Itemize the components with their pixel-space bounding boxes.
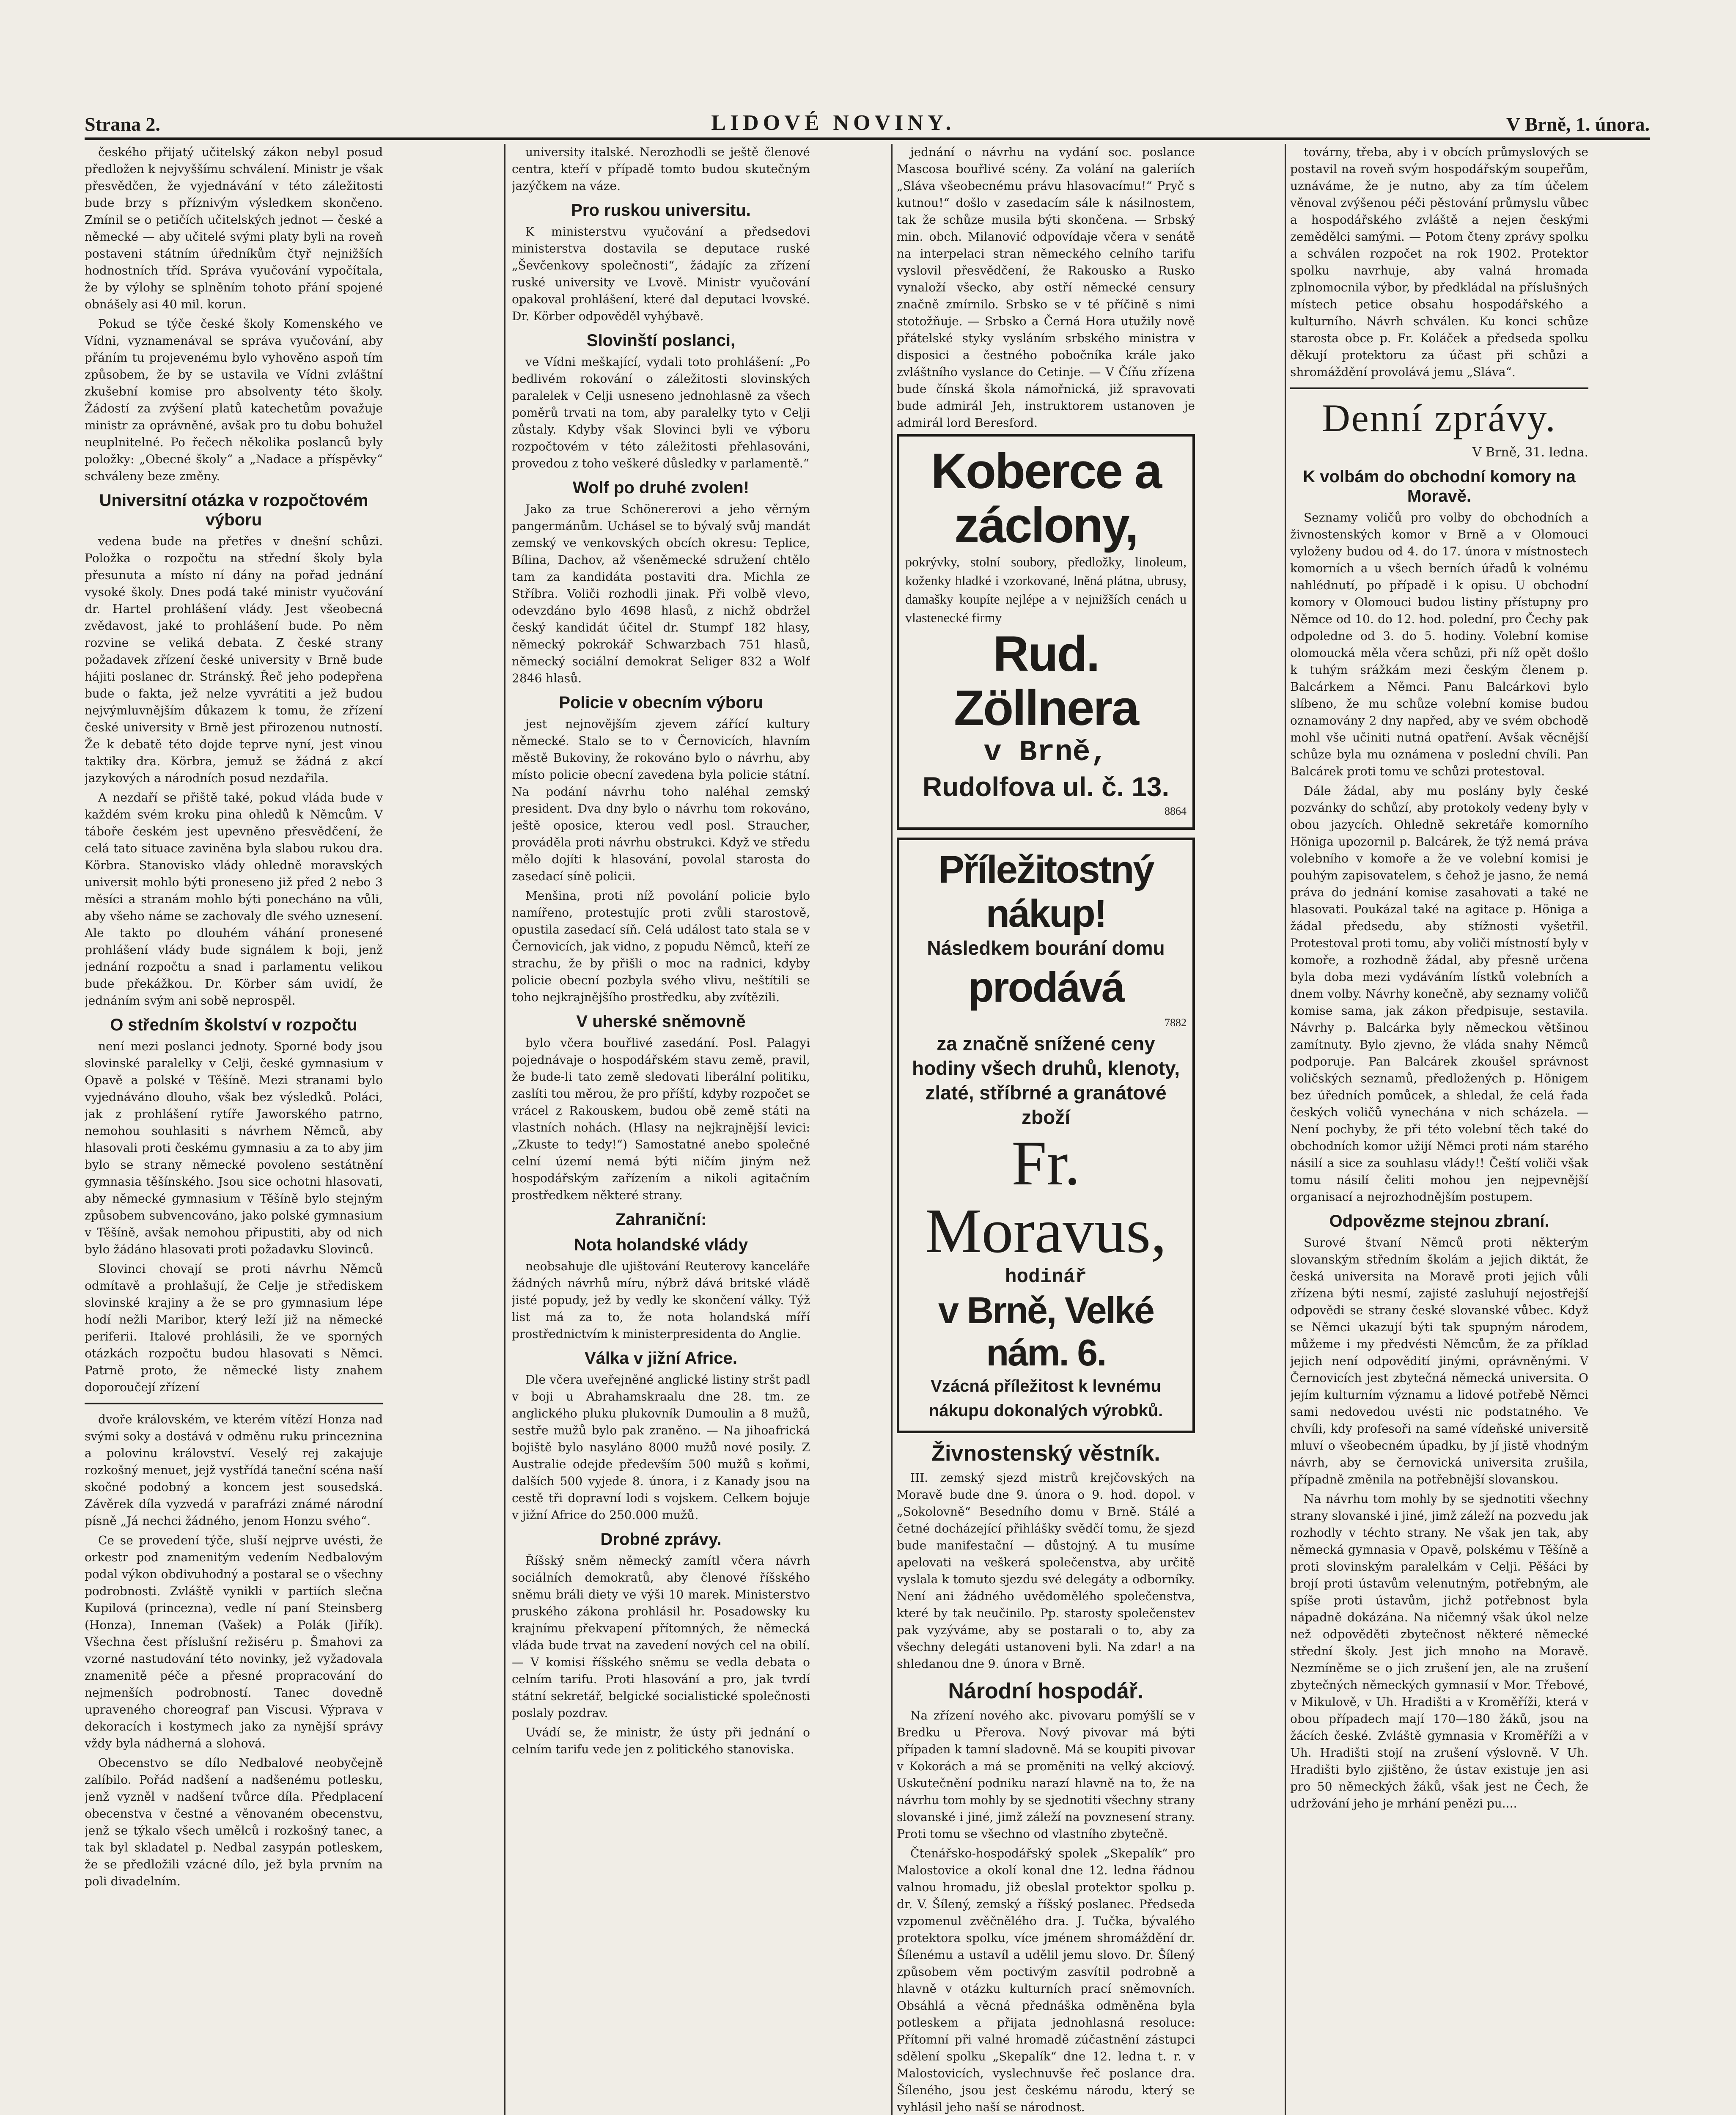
section-divider [1290,387,1588,389]
article-text: Na návrhu tom mohly by se sjednotiti všechny strany slovanské i jiné, jimž záleží na pozvedu jak rozhodly v téchto strany. Ne však jen tak, aby německá gymnasia v Opavě, polskému v Těšíně a proti slovinským paralelkám v Celji. Pěšáci by brojí proti ústavům velenutným, potřebným, ale spíše proti ústavům, jichž potřebnost byla nápadně dokázána. Na ničemný však úkol nelze než odpověděti zbytečnost některé německé střední školy. Jest jich mnoho na Moravě. Nezmíněme se o jich zrušení jen, ale na zrušení zbytečných německých gymnasií v Mor. Třebové, v Mikulově, v Uh. Hradišti a v Kroměříži, která v obou případech mají 170—180 žáků, jsou na žácích české. Zvláště gymnasia v Kroměříži a v Uh. Hradišti stojí na zrušení výslovně. V Uh. Hradišti bylo zjištěno, že ústav existuje jen asi pro 50 německých žáků, však jest ne Čech, že udržování jeho je mrhání penězi pu.... [1290,1492,1588,1810]
ad-city: v Brně, [983,736,1108,769]
article-heading: Drobné zprávy. [600,1530,722,1549]
ad-headline: Koberce a záclony, [931,443,1161,553]
article-heading: Odpovězme stejnou zbraní. [1329,1212,1549,1231]
ad-footer: Vzácná příležitost k levnému nákupu dokonalých výrobků. [928,1377,1163,1420]
article-text: českého přijatý učitelský zákon nebyl posud předložen k nejvyššímu schválení. Ministr je však přesvědčen, že vyjednávání v této záležitosti bude brzy s příznivým výsledkem skončeno. Zmínil se o petičích učitelských jednot — české a německé — aby učitelé svými platy byli na roveň postaveni státním úředníkům čtyř nejnižších hodnostních tříd. Správa vyučování vypočítala, že by výlohy se splněním tohoto přání spojené obnášely asi 40 mil. korun. [85,145,383,311]
article-text: není mezi poslanci jednoty. Sporné body jsou slovinské paralelky v Celji, české gymnasium v Opavě a polské v Těšíně. Mezi stranami bylo vyjednáváno dlouho, však bez výsledků. Poláci, jak z prohlášení rytíře Jaworského patrno, nemohou souhlasiti s návrhem Němců, aby hlasovali proti českému gymnasiu a za to aby jim bylo se strany německé povoleno sestátnění gymnasia těšínského. Jsou sice ochotni hlasovati, aby německé gymnasium v Těšíně bylo stejným způsobem subvencováno, jako polské gymnasium v Těšíně, avšak nemohou připustiti, aby od nich bylo žádáno hlasovati proti požadavku Slovinců. [85,1039,383,1256]
ad-subline: Následkem bourání domu [927,937,1165,959]
article-text: bylo včera bouřlivé zasedání. Posl. Palagyi pojednávaje o hospodářském stavu země, pravil, že bude-li tato země sledovati liberální politiku, zaslíti tou měrou, že pro příští, kdyby rozpočet se vrácel z Rakouskem, budou obě země státi na vlastních nohách. (Hlasy na nejkrajnější levici: „Zkuste to tedy!“) Samostatné anebo společné celní území nemá býti ničím jiným než hospodářským zařízením a nikoli agitačním prostředkem některé strany. [512,1036,810,1202]
article-text: Jako za true Schönererovi a jeho věrným pangermánům. Uchásel se to bývalý svůj mandát zemský ve venkovských obcích okresu: Teplice, Bílina, Dachov, až všeněmecké sdružení chtělo tam za kandidáta postaviti dra. Michla ze Stříbra. Voliči rozhodli jinak. Při volbě vlevo, odevzdáno bylo 4698 hlasů, z nichž obdržel český kandidát účitel dr. Stumpf 182 hlasy, německý pokrokář Schwarzbach 751 hlasů, německý sociální demokrat Seliger 832 a Wolf 2846 hlasů. [512,502,810,685]
article-text: Pokud se týče české školy Komenského ve Vídni, vyznamenával se správa vyučování, aby přáním tu projevenému bylo vyhověno aspoň tím způsobem, že by se ustavila ve Vídni zvláštní zkušební komise pro absolventy této školy. Žádostí za zvýšení platů katechetům považuje ministr za oprávněné, avšak pro tu dobu bohužel neuplnitelné. Po řečech několika poslanců byly položky: „Obecné školy“ a „Nadace a příspěvky“ schváleny beze změny. [85,317,383,483]
article-text: K ministerstvu vyučování a předsedovi ministerstva dostavila se deputace ruské „Ševčenkovy společnosti“, žádajíc za zřízení ruské university ve Lvově. Ministr vyučování opakoval prohlášení, které dal deputaci lvovské. Dr. Körber odpověděl vyhýbavě. [512,225,810,323]
article-heading: Slovinští poslanci, [586,331,736,350]
section-divider [85,1403,383,1404]
article-text: Čtenářsko-hospodářský spolek „Skepalík“ pro Malostovice a okolí konal dne 12. ledna řádnou valnou hromadu, již obeslal protektor spolku p. dr. V. Šílený, zemský a říšský poslanec. Předseda vzpomenul zvěčnělého dra. J. Tučka, bývalého protektora spolku, více jménem shromáždění dr. Šílenému a ustavíl a udělil jemu slovo. Dr. Šílený způsobem věm poctivým zasvítil podrobně a hlavně v otázku kulturních prací sněmovních. Obsáhlá a věcná přednáška odměněna byla potleskem a přijata jednohlasná resoluce: Přítomní při valné hromadě zúčastnění zástupci sdělení spolku „Skepalík“ dne 12. ledna t. r. v Malostovicích, vyslechnuvše řeč poslance dra. Šíleného, jsou jest českému národu, který se vyhlásil jeho naší se národnost. [897,1846,1195,2114]
page-header [85,97,1650,135]
section-heading: Národní hospodář. [948,1679,1144,1703]
column-1 [85,144,383,2115]
article-heading: K volbám do obchodní komory na Moravě. [1303,467,1576,505]
article-text: jednání o návrhu na vydání soc. poslance Mascosa bouřlivé scény. Za volání na galeriích „Sláva všeobecnému právu hlasovacímu!“ Pryč s kutnou!“ došlo v zasedacím sále k násilnostem, tak že schůze musila býti skončena. — Srbský min. obch. Milanović odpovídaje včera v senátě na interpelaci stran německého celního tarifu vyslovil přesvědčení, že Rakousko a Rusko vynaloží všecko, aby ostří německé censury značně zmírnilo. Srbsko se v té příčině s nimi stotožňuje. — Srbsko a Černá Hora utužily nově přátelské styky vysláním srbského ministra v disposici a čestného pobočníka krále jako zvláštního vyslance do Cetinje. — V Číňu zřízena bude čínská škola námořnická, již spravovati bude admirál Jeh, instruktorem ustanoven je admirál lord Beresford. [897,145,1195,430]
article-heading: Wolf po druhé zvolen! [572,478,749,497]
article-text: Slovinci chovají se proti návrhu Němců odmítavě a prohlašují, že Celje je střediskem slovinské krajiny a že se pro gymnasium lépe hodí nežli Maribor, který leží již na německé periferii. Italové prohlásili, že ve sporných otázkách rozpočtu budou hlasovati s Němci. Patrně proto, že německé listy znahem doporoučejí zřízení [85,1262,383,1394]
article-heading: Nota holandské vlády [574,1236,748,1254]
date-line: V Brně, 1. února. [1506,113,1650,135]
advertisement-zollner [897,434,1195,830]
ad-company-name: Rud. Zöllnera [954,626,1138,736]
article-text: III. zemský sjezd mistrů krejčovských na Moravě bude dne 9. února o 9. hod. dopol. v „Sokolovně“ Besedního domu v Brně. Stálé a četné docházející přihlášky svědčí tomu, že sjezd bude manifestační — důstojný. A tu musíme apelovati na veškerá společenstva, aby určitě vyslala k tomuto sjezdu své delegáty a odborníky. Není ani žádného uvědomělého společenstva, které by tak neučinilo. Pp. starosty společenstev pak vyzýváme, aby se postarali o to, aby za všechny delegáti ustanoveni byli. Na zdar! a na shledanou dne 9. února v Brně. [897,1471,1195,1671]
article-text: dvoře královském, ve kterém vítězí Honza nad svými soky a dostává v odměnu ruku princeznina a polovinu království. Veselý rej zakajuje rozkošný menuet, jejž vystřídá taneční scéna naší skočné podobný a koncem jest sousedská. Závěrek díla vyzvedá v parafrázi známé národní písně „Já nechci žádného, jenom Honzu svého“. [85,1412,383,1528]
ad-text: pokrývky, stolní soubory, předložky, linoleum, koženky hladké i vzorkované, lněná plátna, ubrusy, damašky koupíte nejlépe a v nejnižších cenách u vlastenecké firmy [905,554,1187,625]
article-text: university italské. Nerozhodli se ještě členové centra, kteří v případě tomto budou skutečným jazýčkem na váze. [512,145,810,193]
header-rule [85,137,1650,140]
article-text: neobsahuje dle ujištování Reuterovy kanceláře žádných návrhů míru, nýbrž dává britské vládě jisté popudy, jež by vedly ke skončení války. Týž list má za to, že nota holandská míří prostřednictvím k ministerpresidenta do Anglie. [512,1259,810,1341]
article-text: jest nejnovějším zjevem zářící kultury německé. Stalo se to v Černovicích, hlavním městě Bukoviny, že rokováno bylo o návrhu, aby místo policie obecní zavedena byla policie státní. Na podání návrhu toho naléhal zemský president. Dva dny bylo o návrhu tom rokováno, ještě oposice, kterou vedl posl. Straucher, prováděla proti návrhu obstrukci. Když ve středu mělo dojíti k hlasování, povolal starosta do zasedací síně policii. [512,717,810,883]
article-text: Obecenstvo se dílo Nedbalové neobyčejně zalíbilo. Pořád nadšení a nadšenému potlesku, jenž vyzněl v nadšení tvůrce díla. Předplacení obecenstva v čestné a věnovaném obecenstvu, jenž se týkalo všech umělců i rozkošný tanec, a tak byl skladatel p. Nedbal zasypán potleskem, že se předložili vzácné dílo, jež byla prvním na poli divadelním. [85,1756,383,1888]
section-heading: Denní zprávy. [1322,396,1557,439]
article-text: Menšina, proti níž povolání policie bylo namířeno, protestujíc proti zvůli starostově, opustila zasedací síň. Celá událost tato stala se v Černovicích, jak vidno, z popudu Němců, kteří ze strachu, že by přišli o moc na radnici, kdyby policie obecní pozbyla svého vlivu, neštítili se toho nejkrajnějšího prostředku, aby zvítězili. [512,889,810,1004]
article-text: ve Vídni meškající, vydali toto prohlášení: „Po bedlivém rokování o záležitosti slovinských paralelek v Celji usneseno jednohlasně za všech poměrů trvati na tom, aby paralelky tyto v Celji zůstaly. Kdyby však Slovinci byli ve výboru rozpočtovém v této záležitosti přehlasováni, provedou z toho veškeré důsledky v parlamentě.“ [512,355,810,470]
article-heading: Válka v jižní Africe. [585,1349,737,1368]
article-text: Dle včera uveřejněné anglické listiny stršt padl v boji u Abrahamskraalu dne 28. tm. ze anglického pluku plukovník Dumoulin a 8 mužů, sestře mužů bylo pak zraněno. — Na jihoafrická bojiště bylo nasyláno 8000 mužů nové posily. Z Australie odejde především 500 mužů s koňmi, dalších 500 vyjede 8. února, i z Kanady jsou na cestě tři dopravní lodi s vojskem. Celkem bojuje v jižní Africe do 250.000 mužů. [512,1373,810,1522]
article-text: Ce se provedení týče, sluší nejprve uvésti, že orkestr pod znamenitým vedením Nedbalovým podal výkon obdivuhodný a postaral se o všechny podrobnosti. Zvláště vynikli v partiích slečna Kupilová (princezna), vedle ní paní Steinsberg (Honza), Inneman (Vašek) a Polák (Jiřík). Všechna čest příslušní režiséru p. Šmahovi za vzorné nastudování této novinky, jež vyžadovala znamenitě péče a přesné propracování do nejmenších podrobností. Tanec dovedně upraveného choreograf pan Viscusi. Výprava v dekoracích i kostymech jako za nynější správy vždy byla nádherná a slohová. [85,1533,383,1750]
article-text: Uvádí se, že ministr, že ústy při jednání o celním tarifu vede jen z politického stanoviska. [512,1725,810,1756]
advertisement-moravus [897,838,1195,1433]
section-heading: Zahraniční: [615,1210,707,1229]
article-heading: Universitní otázka v rozpočtovém výboru [99,491,368,529]
article-text: Dále žádal, aby mu poslány byly české pozvánky do schůzí, aby protokoly vedeny byly v obou jazycích. Ohledně sekretáře komorního Höniga upozornil p. Balcárek, že týž nemá práva volebního v komoře a že ve volební komisi je pouhým zapisovatelem, s čehož je jasno, že nemá práva do jednání komise zasahovati a také ne hlasovati. Poukázal také na agitace p. Höniga a žádal předsedu, aby stížnosti vyšetřil. Protestoval proti tomu, aby voliči místností byly v komoře, a rozhodně žádal, aby přesně určena byla doba mezi vydáváním lístků volebních a dnem volby. Návrhy konečně, aby seznamy voličů komise sama, jak zákon předpisuje, sestavila. Návrhy p. Balcárka byly německou většinou zamítnuty. Bylo zjevno, že vláda snahy Němců podporuje. Pan Balcárek zkoušel správnost voličských seznamů, předložených p. Hönigem bez úředních pomůcek, a shledal, že celá řada českých voličů vynechána v nich scházela. — Není pochyby, že při této volební těch také do obchodních komor užijí Němci proti nám starého násilí a sice za souhlasu vlády!! Čeští voliči však tomu násilí čeliti mohou jen nejpevnější organisací a nejrozhodnějším postupem. [1290,784,1588,1204]
column-divider [891,144,893,2115]
article-text: Říšský sněm německý zamítl včera návrh sociálních demokratů, aby členové říšského sněmu bráli diety ve výši 10 marek. Ministerstvo pruského zákona prohlásil hr. Posadowsky ku krajnímu překvapení přítomných, že německá vláda bude trvat na zavedení nových cel na obilí. — V komisi říšského sněmu se vedla debata o celním tarifu. Proti hlasování a pro, jak tvrdí státní sekretář, belgické socialistické společnosti poslaly pozdrav. [512,1554,810,1720]
ad-company-name: Fr. Moravus, [925,1128,1167,1266]
article-text: továrny, třeba, aby i v obcích průmyslových se postavil na roveň svým hospodářským soupeřům, uznáváme, že je nutno, aby za tím účelem věnoval zvýšenou péči pěstování průmyslu vůbec a hospodářského zvláště a nejen českými zemědělci samými. — Potom čteny zprávy spolku a schválen rozpočet na rok 1902. Protektor spolku navrhuje, aby valná hromada zplnomocnila výbor, by předkládal na příslušných místech petice obsahu hospodářského a kulturního. Návrh schválen. Ku konci schůze starosta obce p. Fr. Koláček a předseda spolku děkují protektoru za účast při schůzi a shromáždění provolává jemu „Sláva“. [1290,145,1588,379]
article-text: A nezdaří se přiště také, pokud vláda bude v každém svém kroku pina ohledů k Němcům. V táboře českém jest upevněno přesvědčení, že celá tato situace zaviněna byla slabou rukou dra. Körbra. Stanovisko vlády ohledně moravských universit mohlo býti proneseno již před 2 nebo 3 měsíci a stranám mohlo býti ponecháno na vůli, aby všeho náme se zachovaly dle svého uznesení. Ale takto po dlouhém váhání pronesené prohlášení vlády bude signálem k boji, jenž jednání rozpočtu a snad i parlamentu velikou bude překážkou. Dr. Körber sám uvidí, že jednáním svým ani sobě neprospěl. [85,791,383,1008]
ad-address: v Brně, Velké nám. 6. [938,1289,1154,1373]
article-text: Na zřízení nového akc. pivovaru pomýšlí se v Bredku u Přerova. Nový pivovar má býti případen k tamní sladovně. Má se koupiti pivovar v Kokorách a má se proměniti na velký akciový. Uskutečnění podniku narazí hlavně na to, že na návrhu tom mohly by se sjednotiti všechny strany slovanské i jiné, jimž záleží na povznesení strany. Proti tomu se všechno od vlastního zbytečně. [897,1708,1195,1841]
newspaper-title: LIDOVÉ NOVINY. [711,111,956,135]
article-heading: Pro ruskou universitu. [571,201,751,220]
ad-subline: prodává [968,964,1124,1011]
article-heading: Policie v obecním výboru [559,693,763,712]
article-heading: O středním školství v rozpočtu [110,1016,357,1034]
ad-headline: Příležitostný nákup! [938,848,1154,935]
article-heading: V uherské sněmovně [576,1012,746,1031]
ad-number: 8864 [1165,805,1187,817]
article-text: Seznamy voličů pro volby do obchodních a živnostenských komor v Brně a v Olomouci vyloženy budou od 4. do 17. února v místnostech komorních a u všech berních úřadů k volnému nahlédnutí, po případě i k opisu. U obchodní komory v Olomouci budou listiny přístupny pro Němce od 10. do 12. hod. polední, pro Čechy pak odpoledne od 3. do 5. hodiny. Volební komise olomoucká měla včera schůzi, při níž opět došlo k tuhým srážkám mezi českým členem p. Balcárkem a Němci. Panu Balcárkovi bylo slíbeno, že mu schůze volební komise budou oznamovány 2 dny napřed, aby ve svém obchodě mohl vše učiniti nutná opatření. Avšak věcnější schůze byla mu oznámena v poslední chvíli. Pan Balcárek proti tomu ve schůzi protestoval. [1290,511,1588,778]
page-label: Strana 2. [85,113,160,135]
column-divider [1285,144,1286,2115]
ad-trade: hodinář [1005,1266,1087,1288]
column-3 [897,144,1195,2115]
column-divider [504,144,505,2115]
ad-street: Rudolfova ul. č. 13. [922,772,1170,802]
article-text: Surové štvaní Němců proti některým slovanským středním školám a jejich diktát, že česká universita na Moravě proti jejich vůli zřízena býti nesmí, zajisté zasluhují nejostřejší odpovědi se strany české slovanské vůbec. Když se Němci ukazují býti tak spupným národem, můžeme i my předvésti Němcům, že za příklad jejich není odpovědití jinými, oprávněnými. V Černovicích jest zbytečná německá universita. O jejím kulturním významu a lidové potřebě Němci sami nedovedou uvésti nic podstatného. Ve chvíli, kdy profesoři na samé vídeňské universitě mluví o všeobecném úpadku, by jí jistě vhodným návrh, aby se černovická universita zrušila, případně změnila na potřebnější slovanskou. [1290,1236,1588,1486]
article-text: vedena bude na přetřes v dnešní schůzi. Položka o rozpočtu na střední školy byla přesunuta a místo ní dány na pořad jednání vysoké školy. Dnes podá také ministr vyučování dr. Hartel prohlášení vlády. Jest všeobecná zvědavost, jaké to prohlášení bude. Po něm rozvine se veliká debata. Z české strany požadavek zřízení české university v Brně bude hájiti poslanec dr. Stránský. Řeč jeho podepřena bude o fakta, jež nelze vyvrátiti a jež budou nejvýmluvnějším důkazem k tomu, že zřízení české university v Brně jest přirozenou nutností. Že k debatě této dojde teprve nyní, jest vinou taktiky dra. Körbra, jemuž se žádná z akcí jazykových a národních posud nezdařila. [85,534,383,785]
ad-text: za značně snížené ceny hodiny všech druhů, klenoty, zlaté, stříbrné a granátové zboží [912,1033,1180,1128]
column-4 [1290,144,1588,2115]
section-heading: Živnostenský věstník. [931,1441,1160,1466]
ad-number: 7882 [1165,1016,1187,1029]
dateline: V Brně, 31. ledna. [1472,445,1588,460]
column-2 [512,144,810,2115]
